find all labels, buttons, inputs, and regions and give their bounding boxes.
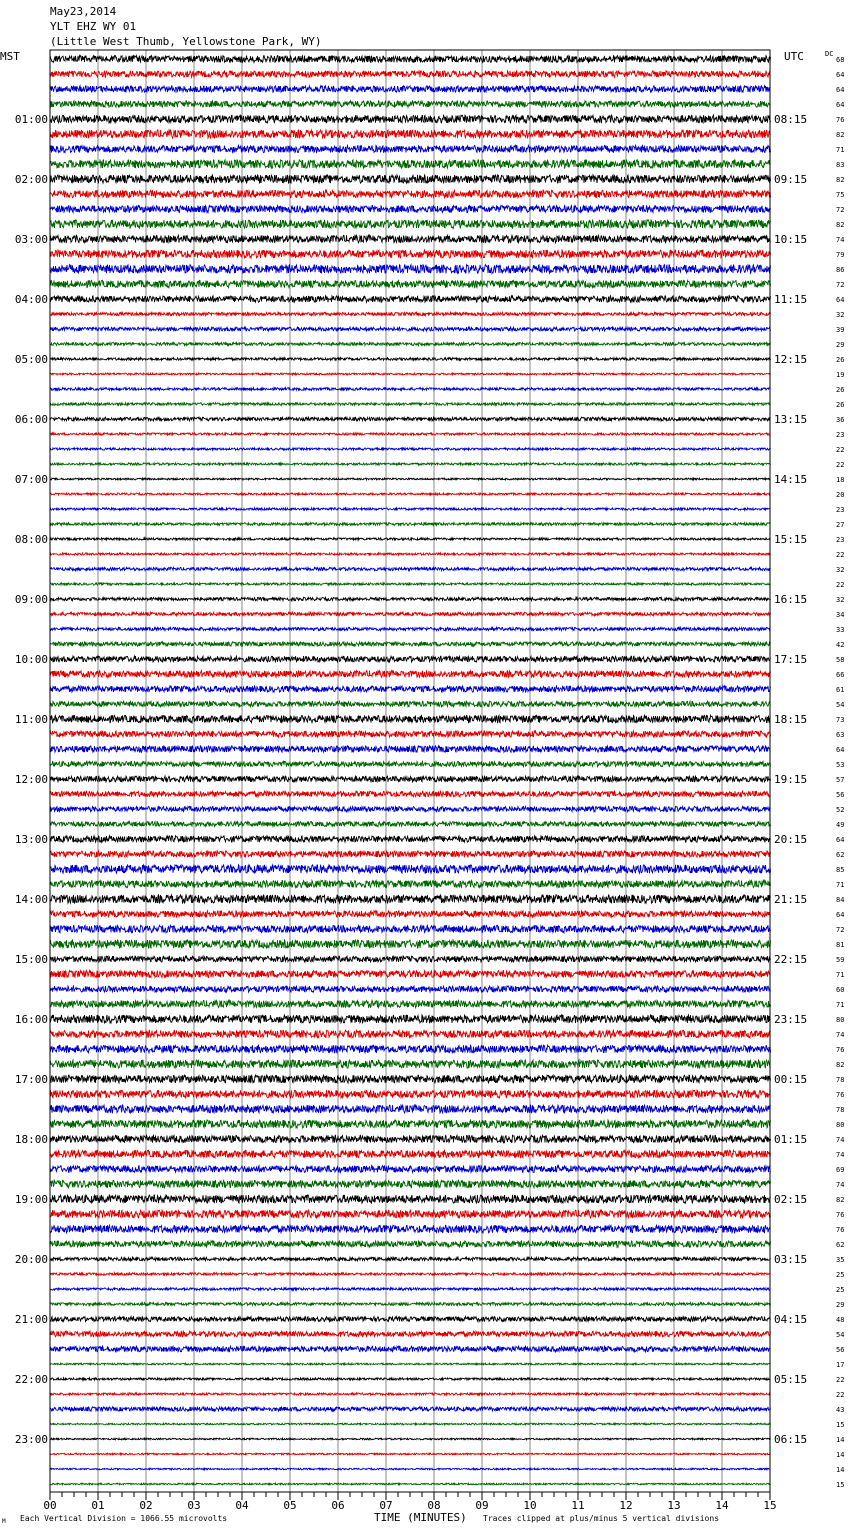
right-hour-label: 15:15	[774, 533, 808, 546]
trace-line	[50, 1060, 771, 1068]
trace-line	[50, 1030, 771, 1037]
x-tick-label: 06	[331, 1499, 345, 1512]
trace-line	[50, 822, 771, 827]
trace-amplitude-label: 79	[836, 251, 845, 259]
trace-line	[50, 836, 771, 842]
trace-line	[50, 327, 771, 331]
trace-line	[50, 463, 771, 465]
trace-line	[50, 1015, 771, 1023]
trace-line	[50, 130, 771, 138]
trace-line	[50, 776, 771, 782]
trace-amplitude-label: 22	[836, 1391, 845, 1399]
footer-clipped-note: Traces clipped at plus/minus 5 vertical divisions	[483, 1514, 720, 1523]
trace-line	[50, 1303, 771, 1306]
trace-line	[50, 791, 771, 797]
trace-line	[50, 1453, 771, 1455]
trace-amplitude-label: 74	[836, 1151, 845, 1159]
trace-amplitude-label: 25	[836, 1286, 845, 1294]
trace-amplitude-label: 82	[836, 176, 845, 184]
left-hour-label: 11:00	[14, 713, 48, 726]
x-tick-label: 11	[571, 1499, 585, 1512]
right-hour-label: 09:15	[774, 173, 808, 186]
trace-line	[50, 205, 771, 212]
trace-line	[50, 493, 771, 495]
trace-amplitude-label: 23	[836, 536, 845, 544]
trace-amplitude-label: 84	[836, 896, 845, 904]
trace-amplitude-label: 68	[836, 56, 845, 64]
x-tick-label: 09	[475, 1499, 489, 1512]
trace-amplitude-label: 54	[836, 701, 845, 709]
left-hour-label: 01:00	[14, 113, 48, 126]
left-hour-label: 06:00	[14, 413, 48, 426]
trace-amplitude-label: 56	[836, 791, 845, 799]
left-hour-label: 05:00	[14, 353, 48, 366]
trace-amplitude-label: 26	[836, 401, 845, 409]
left-hour-label: 20:00	[14, 1253, 48, 1266]
right-hour-label: 05:15	[774, 1373, 808, 1386]
trace-amplitude-label: 76	[836, 1046, 845, 1054]
trace-amplitude-label: 29	[836, 341, 845, 349]
trace-line	[50, 250, 771, 258]
trace-line	[50, 1423, 771, 1425]
left-hour-label: 09:00	[14, 593, 48, 606]
trace-amplitude-label: 57	[836, 776, 845, 784]
x-tick-label: 01	[91, 1499, 105, 1512]
trace-amplitude-label: 58	[836, 656, 845, 664]
trace-line	[50, 1166, 771, 1173]
trace-line	[50, 597, 771, 600]
trace-amplitude-label: 71	[836, 146, 845, 154]
left-hour-label: 22:00	[14, 1373, 48, 1386]
left-hour-label: 10:00	[14, 653, 48, 666]
trace-line	[50, 1273, 771, 1275]
trace-amplitude-label: 26	[836, 386, 845, 394]
trace-line	[50, 865, 771, 873]
trace-line	[50, 343, 771, 346]
trace-amplitude-label: 76	[836, 1226, 845, 1234]
right-hour-label: 03:15	[774, 1253, 808, 1266]
trace-line	[50, 1075, 771, 1083]
trace-line	[50, 523, 771, 526]
right-hour-label: 10:15	[774, 233, 808, 246]
x-tick-label: 03	[187, 1499, 201, 1512]
trace-amplitude-label: 86	[836, 266, 845, 274]
trace-line	[50, 1135, 771, 1142]
trace-line	[50, 86, 771, 92]
trace-line	[50, 553, 771, 555]
trace-amplitude-label: 81	[836, 941, 845, 949]
trace-line	[50, 940, 771, 948]
right-hour-label: 00:15	[774, 1073, 808, 1086]
trace-line	[50, 478, 771, 480]
trace-amplitude-label: 22	[836, 551, 845, 559]
trace-line	[50, 280, 771, 287]
trace-line	[50, 1483, 771, 1485]
trace-amplitude-label: 26	[836, 356, 845, 364]
trace-line	[50, 508, 771, 510]
right-hour-label: 08:15	[774, 113, 808, 126]
x-tick-label: 14	[715, 1499, 729, 1512]
trace-line	[50, 1288, 771, 1290]
right-hour-label: 04:15	[774, 1313, 808, 1326]
trace-line	[50, 1180, 771, 1187]
trace-line	[50, 1241, 771, 1247]
trace-amplitude-label: 56	[836, 1346, 845, 1354]
trace-line	[50, 1378, 771, 1380]
trace-line	[50, 1363, 771, 1365]
trace-line	[50, 101, 771, 107]
trace-line	[50, 1210, 771, 1218]
trace-amplitude-label: 23	[836, 431, 845, 439]
trace-amplitude-label: 76	[836, 1091, 845, 1099]
trace-amplitude-label: 71	[836, 971, 845, 979]
trace-line	[50, 746, 771, 752]
trace-line	[50, 986, 771, 992]
left-hour-label: 02:00	[14, 173, 48, 186]
trace-amplitude-label: 69	[836, 1166, 845, 1174]
trace-amplitude-label: 83	[836, 161, 845, 169]
trace-amplitude-label: 74	[836, 1181, 845, 1189]
trace-amplitude-label: 64	[836, 296, 845, 304]
trace-amplitude-label: 82	[836, 221, 845, 229]
left-hour-label: 14:00	[14, 893, 48, 906]
trace-amplitude-label: 74	[836, 1031, 845, 1039]
trace-amplitude-label: 60	[836, 986, 845, 994]
trace-line	[50, 881, 771, 888]
trace-amplitude-label: 72	[836, 206, 845, 214]
trace-amplitude-label: 76	[836, 1211, 845, 1219]
right-hour-label: 18:15	[774, 713, 808, 726]
trace-amplitude-label: 74	[836, 236, 845, 244]
trace-amplitude-label: 78	[836, 1106, 845, 1114]
trace-amplitude-label: 14	[836, 1451, 845, 1459]
trace-amplitude-label: 20	[836, 491, 845, 499]
right-hour-label: 20:15	[774, 833, 808, 846]
trace-amplitude-label: 49	[836, 821, 845, 829]
trace-amplitude-label: 15	[836, 1421, 845, 1429]
left-hour-label: 23:00	[14, 1433, 48, 1446]
trace-amplitude-label: 23	[836, 506, 845, 514]
right-hour-label: 16:15	[774, 593, 808, 606]
trace-amplitude-label: 62	[836, 1241, 845, 1249]
trace-line	[50, 925, 771, 932]
trace-line	[50, 567, 771, 570]
trace-amplitude-label: 29	[836, 1301, 845, 1309]
station-location: (Little West Thumb, Yellowstone Park, WY)	[50, 35, 322, 48]
trace-amplitude-label: 80	[836, 1121, 845, 1129]
trace-amplitude-label: 82	[836, 1061, 845, 1069]
trace-line	[50, 642, 771, 646]
right-hour-label: 22:15	[774, 953, 808, 966]
trace-line	[50, 1150, 771, 1157]
trace-line	[50, 671, 771, 678]
trace-amplitude-label: 36	[836, 416, 845, 424]
trace-amplitude-label: 71	[836, 1001, 845, 1009]
trace-amplitude-label: 32	[836, 311, 845, 319]
trace-line	[50, 895, 771, 903]
trace-amplitude-label: 22	[836, 461, 845, 469]
trace-amplitude-label: 76	[836, 116, 845, 124]
left-hour-label: 21:00	[14, 1313, 48, 1326]
footer-mark: M	[2, 1518, 6, 1525]
trace-line	[50, 1195, 771, 1203]
trace-amplitude-label: 39	[836, 326, 845, 334]
right-hour-label: 21:15	[774, 893, 808, 906]
left-hour-label: 13:00	[14, 833, 48, 846]
trace-line	[50, 358, 771, 361]
trace-amplitude-label: 75	[836, 191, 845, 199]
right-hour-label: 23:15	[774, 1013, 808, 1026]
trace-amplitude-label: 42	[836, 641, 845, 649]
trace-amplitude-label: 25	[836, 1271, 845, 1279]
x-axis-title: TIME (MINUTES)	[374, 1511, 467, 1524]
trace-amplitude-label: 27	[836, 521, 845, 529]
trace-line	[50, 235, 771, 242]
trace-line	[50, 220, 771, 228]
trace-line	[50, 1407, 771, 1411]
trace-line	[50, 388, 771, 391]
trace-amplitude-label: 62	[836, 851, 845, 859]
trace-line	[50, 1120, 771, 1128]
trace-line	[50, 417, 771, 421]
station-code: YLT EHZ WY 01	[50, 20, 137, 33]
right-hour-label: 06:15	[774, 1433, 808, 1446]
trace-amplitude-label: 35	[836, 1256, 845, 1264]
trace-amplitude-label: 71	[836, 881, 845, 889]
trace-line	[50, 448, 771, 450]
trace-group	[50, 56, 771, 1485]
trace-amplitude-label: 22	[836, 1376, 845, 1384]
trace-line	[50, 686, 771, 692]
trace-line	[50, 265, 771, 274]
left-hour-label: 15:00	[14, 953, 48, 966]
trace-line	[50, 296, 771, 302]
trace-line	[50, 1001, 771, 1008]
x-tick-label: 15	[763, 1499, 777, 1512]
trace-amplitude-label: 22	[836, 581, 845, 589]
trace-amplitude-label: 54	[836, 1331, 845, 1339]
trace-amplitude-label: 72	[836, 281, 845, 289]
trace-line	[50, 373, 771, 375]
right-hour-label: 19:15	[774, 773, 808, 786]
trace-amplitude-label: 73	[836, 716, 845, 724]
left-hour-label: 03:00	[14, 233, 48, 246]
x-tick-label: 10	[523, 1499, 537, 1512]
trace-line	[50, 146, 771, 153]
right-hour-label: 02:15	[774, 1193, 808, 1206]
trace-amplitude-label: 19	[836, 371, 845, 379]
right-hour-label: 11:15	[774, 293, 808, 306]
trace-amplitude-label: 78	[836, 1076, 845, 1084]
trace-line	[50, 627, 771, 630]
right-hour-label: 01:15	[774, 1133, 808, 1146]
left-hour-label: 07:00	[14, 473, 48, 486]
trace-line	[50, 911, 771, 917]
trace-line	[50, 56, 771, 63]
trace-amplitude-label: 18	[836, 476, 845, 484]
trace-amplitude-label: 14	[836, 1436, 845, 1444]
plot-date: May23,2014	[50, 5, 117, 18]
trace-line	[50, 731, 771, 737]
trace-amplitude-label: 59	[836, 956, 845, 964]
trace-amplitude-label: 64	[836, 836, 845, 844]
trace-amplitude-label: 66	[836, 671, 845, 679]
trace-amplitude-label: 32	[836, 566, 845, 574]
trace-line	[50, 433, 771, 435]
trace-amplitude-label: 63	[836, 731, 845, 739]
left-hour-label: 08:00	[14, 533, 48, 546]
x-tick-label: 12	[619, 1499, 633, 1512]
x-tick-label: 05	[283, 1499, 297, 1512]
trace-amplitude-label: 74	[836, 1136, 845, 1144]
x-tick-label: 07	[379, 1499, 393, 1512]
trace-line	[50, 656, 771, 662]
dc-label: DC	[825, 50, 834, 58]
trace-line	[50, 761, 771, 766]
left-hour-label: 16:00	[14, 1013, 48, 1026]
trace-line	[50, 1346, 771, 1352]
x-tick-label: 02	[139, 1499, 153, 1512]
trace-line	[50, 71, 771, 77]
trace-amplitude-label: 82	[836, 131, 845, 139]
trace-line	[50, 583, 771, 585]
trace-amplitude-label: 72	[836, 926, 845, 934]
left-hour-label: 17:00	[14, 1073, 48, 1086]
trace-amplitude-label: 61	[836, 686, 845, 694]
trace-line	[50, 851, 771, 857]
trace-line	[50, 1331, 771, 1336]
trace-amplitude-label: 22	[836, 446, 845, 454]
trace-amplitude-label: 64	[836, 71, 845, 79]
trace-line	[50, 1045, 771, 1053]
trace-line	[50, 1257, 771, 1260]
trace-line	[50, 175, 771, 183]
trace-amplitude-label: 52	[836, 806, 845, 814]
left-hour-label: 12:00	[14, 773, 48, 786]
trace-amplitude-label: 32	[836, 596, 845, 604]
trace-amplitude-label: 53	[836, 761, 845, 769]
trace-line	[50, 806, 771, 811]
trace-amplitude-label: 34	[836, 611, 845, 619]
trace-line	[50, 403, 771, 406]
trace-line	[50, 190, 771, 197]
right-hour-label: 12:15	[774, 353, 808, 366]
trace-line	[50, 312, 771, 315]
trace-line	[50, 115, 771, 123]
right-timezone-label: UTC	[784, 50, 804, 63]
trace-line	[50, 715, 771, 722]
x-tick-label: 08	[427, 1499, 441, 1512]
trace-line	[50, 1090, 771, 1098]
trace-amplitude-label: 85	[836, 866, 845, 874]
trace-amplitude-label: 64	[836, 911, 845, 919]
trace-amplitude-label: 14	[836, 1466, 845, 1474]
left-hour-label: 18:00	[14, 1133, 48, 1146]
trace-line	[50, 1438, 771, 1440]
footer-division-note: Each Vertical Division = 1066.55 microvolts	[20, 1514, 228, 1523]
right-hour-label: 13:15	[774, 413, 808, 426]
left-hour-label: 19:00	[14, 1193, 48, 1206]
trace-line	[50, 1317, 771, 1322]
x-tick-label: 13	[667, 1499, 681, 1512]
trace-amplitude-label: 80	[836, 1016, 845, 1024]
left-timezone-label: MST	[0, 50, 20, 63]
trace-line	[50, 160, 771, 168]
trace-line	[50, 538, 771, 540]
right-hour-label: 14:15	[774, 473, 808, 486]
trace-line	[50, 1105, 771, 1113]
trace-amplitude-label: 43	[836, 1406, 845, 1414]
trace-line	[50, 1393, 771, 1395]
trace-line	[50, 971, 771, 978]
trace-line	[50, 1468, 771, 1470]
x-tick-label: 00	[43, 1499, 57, 1512]
left-hour-label: 04:00	[14, 293, 48, 306]
trace-amplitude-label: 64	[836, 86, 845, 94]
trace-line	[50, 1225, 771, 1233]
trace-amplitude-label: 82	[836, 1196, 845, 1204]
x-tick-label: 04	[235, 1499, 249, 1512]
trace-amplitude-label: 48	[836, 1316, 845, 1324]
trace-amplitude-label: 15	[836, 1481, 845, 1489]
trace-line	[50, 701, 771, 706]
trace-amplitude-label: 64	[836, 746, 845, 754]
trace-line	[50, 956, 771, 962]
trace-line	[50, 612, 771, 615]
trace-amplitude-label: 33	[836, 626, 845, 634]
trace-amplitude-label: 64	[836, 101, 845, 109]
right-hour-label: 17:15	[774, 653, 808, 666]
trace-amplitude-label: 17	[836, 1361, 845, 1369]
